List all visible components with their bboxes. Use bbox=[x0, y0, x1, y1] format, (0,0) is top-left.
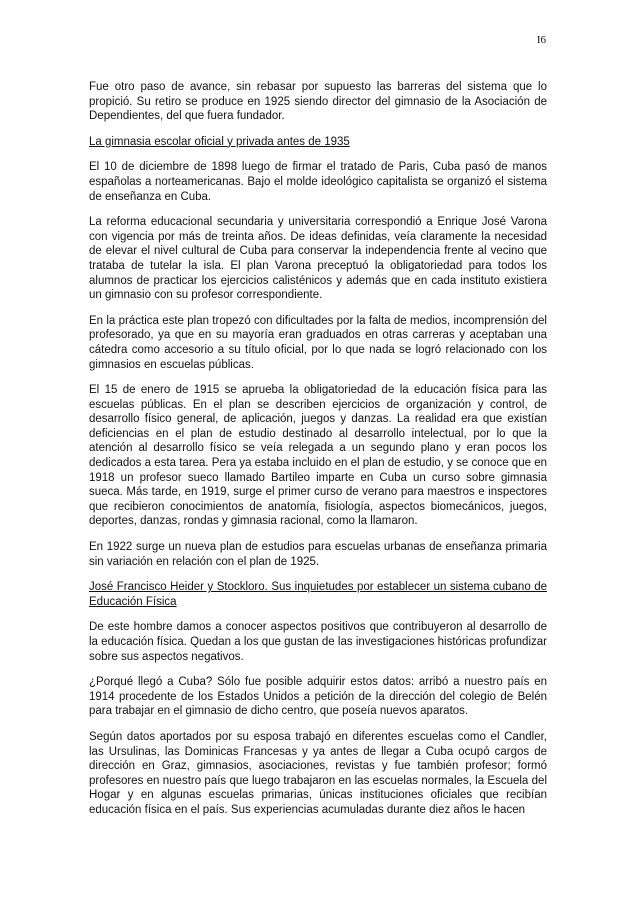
page-number: I6 bbox=[536, 34, 546, 46]
paragraph: En la práctica este plan tropezó con dificultades por la falta de medios, incomprensión del profesorado, ya que en su mayoría eran graduados en otras carreras y aceptaban una cátedra como accesorio a su título oficial, por lo que nada se logró relacionado con los gimnasios en escuelas públicas. bbox=[89, 314, 547, 371]
paragraph: El 10 de diciembre de 1898 luego de firmar el tratado de Paris, Cuba pasó de manos españolas a norteamericanas. Bajo el molde ideológico capitalista se organizó el sistema de enseñanza en Cuba. bbox=[89, 161, 547, 203]
paragraph: El 15 de enero de 1915 se aprueba la obligatoriedad de la educación física para las escuelas públicas. En el plan se describen ejercicios de organización y control, de desarrollo físico general, de aplicación, juegos y danzas. La realidad era que existían deficiencias en el plan de estudio destinado al desarrollo intelectual, por lo que la atención al desarrollo físico se veía relegada a un segundo plano y eran pocos los dedicados a esta tarea. Pera ya estaba incluido en el plan de estudio, y se conoce que en 1918 un profesor sueco llamado Bartileo imparte en Cuba un curso sobre gimnasia sueca. Más tarde, en 1919, surge el primer curso de verano para maestros e inspectores que recibieron conocimientos de anatomía, fisiología, aspectos biomecánicos, juegos, deportes, danzas, rondas y gimnasia racional, como la llamaron. bbox=[89, 384, 547, 528]
paragraph: ¿Porqué llegó a Cuba? Sólo fue posible adquirir estos datos: arribó a nuestro país en 1914 procedente de los Estados Unidos a petición de la dirección del colegio de Belén para trabajar en el gimnasio de dicho centro, que poseía nuevos aparatos. bbox=[89, 676, 547, 718]
section-heading: José Francisco Heider y Stockloro. Sus inquietudes por establecer un sistema cubano de Educación Física bbox=[89, 581, 547, 608]
section-heading: La gimnasia escolar oficial y privada antes de 1935 bbox=[89, 135, 350, 148]
document-body bbox=[89, 80, 547, 829]
paragraph: En 1922 surge un nueva plan de estudios para escuelas urbanas de enseñanza primaria sin variación en relación con el plan de 1925. bbox=[89, 541, 547, 568]
paragraph: De este hombre damos a conocer aspectos positivos que contribuyeron al desarrollo de la educación física. Quedan a los que gustan de las investigaciones históricas profundizar sobre sus aspectos negativos. bbox=[89, 621, 547, 663]
paragraph: La reforma educacional secundaria y universitaria correspondió a Enrique José Varona con vigencia por más de treinta años. De ideas definidas, veía claramente la necesidad de elevar el nivel cultural de Cuba para conservar la independencia frente al vecino que trataba de tutelar la isla. El plan Varona preceptuó la obligatoriedad para todos los alumnos de practicar los ejercicios calisténicos y además que en cada instituto existiera un gimnasio con su profesor correspondiente. bbox=[89, 216, 547, 302]
paragraph: Según datos aportados por su esposa trabajó en diferentes escuelas como el Candler, las Ursulinas, las Dominicas Francesas y ya antes de llegar a Cuba ocupó cargos de dirección en Graz, gimnasios, asociaciones, revistas y fue también profesor; formó profesores en nuestro país que luego trabajaron en las escuelas normales, la Escuela del Hogar y en algunas escuelas primarias, únicas instituciones oficiales que recibían educación física en el país. Sus experiencias acumuladas durante diez años le hacen bbox=[89, 730, 547, 816]
paragraph: Fue otro paso de avance, sin rebasar por supuesto las barreras del sistema que lo propició. Su retiro se produce en 1925 siendo director del gimnasio de la Asociación de Dependientes, del que fuera fundador. bbox=[89, 81, 547, 123]
